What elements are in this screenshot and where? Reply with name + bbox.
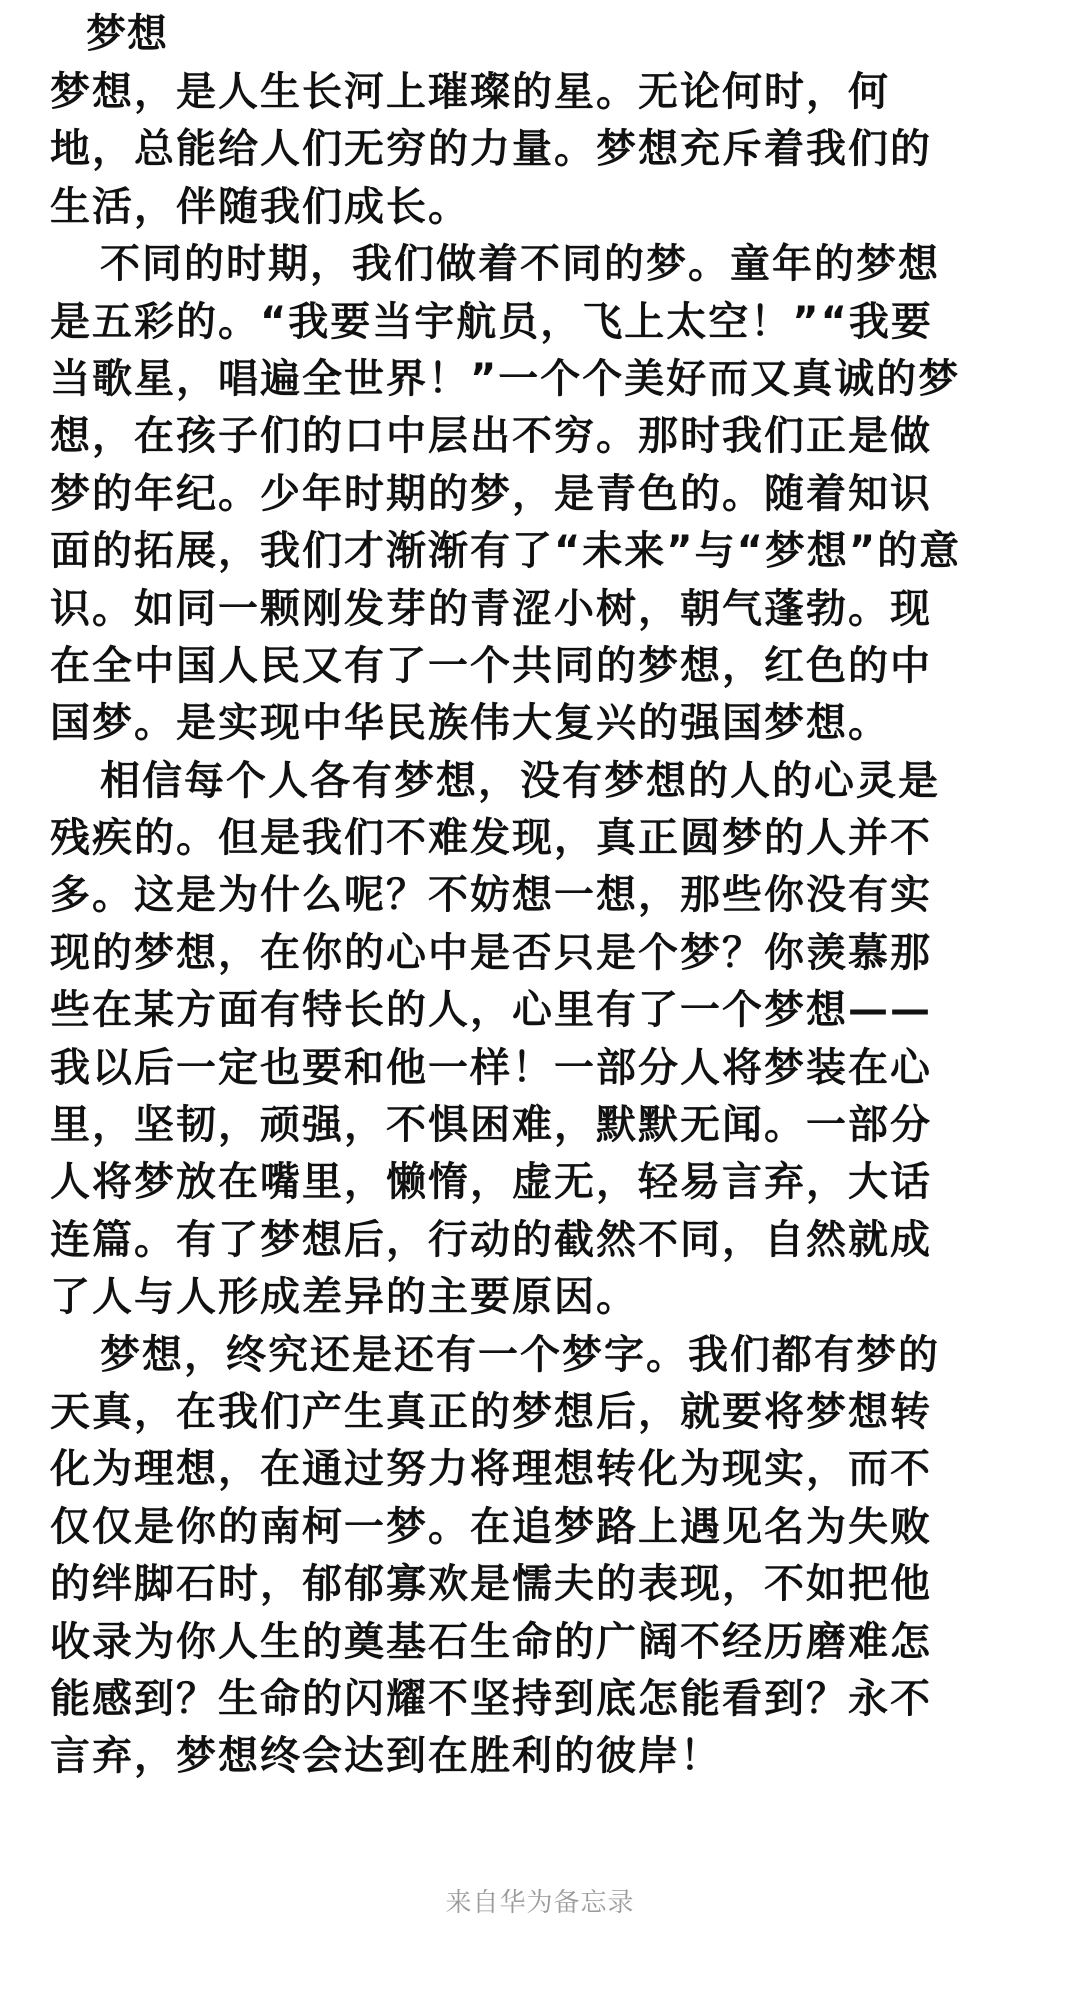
note-line: 言弃，梦想终会达到在胜利的彼岸！ — [50, 1733, 722, 1780]
note-body — [50, 64, 1060, 1786]
note-line: 国梦。是实现中华民族伟大复兴的强国梦想。 — [50, 700, 890, 747]
note-line: 梦想，终究还是还有一个梦字。我们都有梦的 — [100, 1331, 940, 1378]
note-line: 地，总能给人们无穷的力量。梦想充斥着我们的 — [50, 126, 932, 173]
note-line: 识。如同一颗刚发芽的青涩小树，朝气蓬勃。现 — [50, 585, 932, 632]
note-line: 生活，伴随我们成长。 — [50, 183, 470, 230]
note-line: 想，在孩子们的口中层出不穷。那时我们正是做 — [50, 413, 932, 460]
note-line: 化为理想，在通过努力将理想转化为现实，而不 — [50, 1446, 932, 1493]
note-line: 多。这是为什么呢？不妨想一想，那些你没有实 — [50, 872, 932, 919]
note-line: 面的拓展，我们才渐渐有了“未来”与“梦想”的意 — [50, 528, 962, 575]
note-line: 我以后一定也要和他一样！一部分人将梦装在心 — [50, 1044, 932, 1091]
note-title: 梦想 — [86, 11, 168, 57]
note-line: 里，坚韧，顽强，不惧困难，默默无闻。一部分 — [50, 1102, 932, 1149]
source-footer: 来自华为备忘录 — [445, 1888, 635, 1918]
note-line: 的绊脚石时，郁郁寡欢是懦夫的表现，不如把他 — [50, 1561, 932, 1608]
note-line: 当歌星，唱遍全世界！”一个个美好而又真诚的梦 — [50, 355, 961, 402]
note-line: 人将梦放在嘴里，懒惰，虚无，轻易言弃，大话 — [50, 1159, 932, 1206]
note-line: 相信每个人各有梦想，没有梦想的人的心灵是 — [100, 757, 940, 804]
note-line: 残疾的。但是我们不难发现，真正圆梦的人并不 — [50, 815, 932, 862]
note-line: 了人与人形成差异的主要原因。 — [50, 1274, 638, 1321]
note-line: 不同的时期，我们做着不同的梦。童年的梦想 — [100, 241, 940, 288]
note-line: 连篇。有了梦想后，行动的截然不同，自然就成 — [50, 1216, 932, 1263]
note-line: 天真，在我们产生真正的梦想后，就要将梦想转 — [50, 1388, 932, 1435]
note-line: 能感到？生命的闪耀不坚持到底怎能看到？永不 — [50, 1675, 932, 1722]
note-line: 梦想，是人生长河上璀璨的星。无论何时，何 — [50, 69, 890, 115]
note-line: 些在某方面有特长的人，心里有了一个梦想—— — [50, 987, 932, 1034]
note-line: 仅仅是你的南柯一梦。在追梦路上遇见名为失败 — [50, 1503, 932, 1550]
note-line: 梦的年纪。少年时期的梦，是青色的。随着知识 — [50, 470, 932, 517]
note-line: 收录为你人生的奠基石生命的广阔不经历磨难怎 — [50, 1618, 932, 1665]
note-line: 是五彩的。“我要当宇航员，飞上太空！”“我要 — [50, 298, 933, 345]
note-line: 现的梦想，在你的心中是否只是个梦？你羡慕那 — [50, 929, 932, 976]
note-line: 在全中国人民又有了一个共同的梦想，红色的中 — [50, 642, 932, 689]
